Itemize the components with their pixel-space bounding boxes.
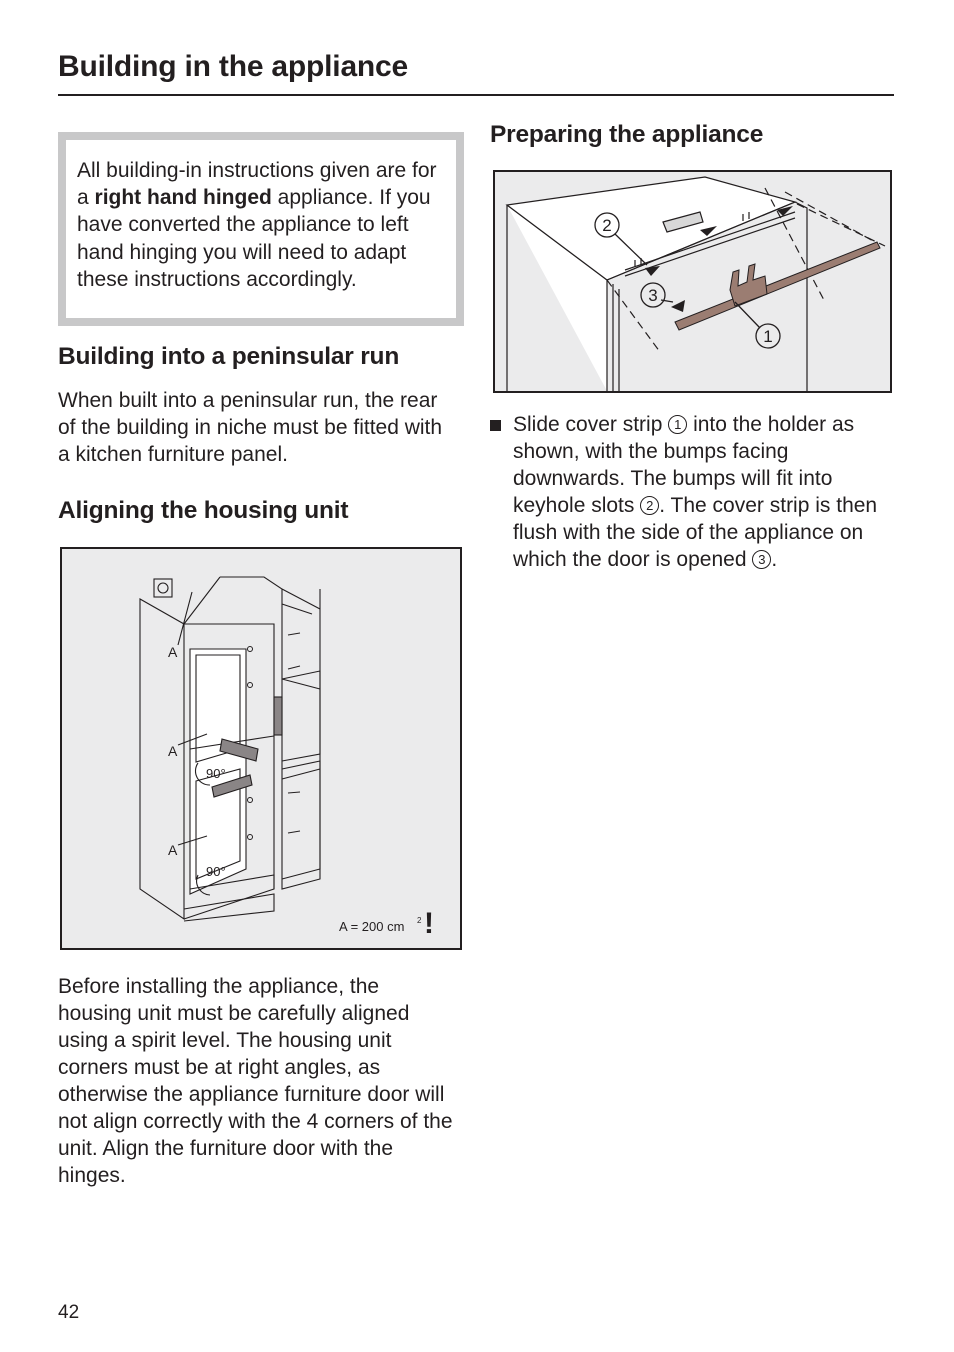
angle-label-lower: 90° <box>206 864 226 879</box>
heading-peninsular-run: Building into a peninsular run <box>58 343 400 370</box>
housing-unit-figure <box>60 547 462 950</box>
bullet-text-part: . The cover strip is then flush with the side of the appliance on which the door is opened <box>513 494 878 571</box>
bullet-text-part: . <box>771 548 778 571</box>
cover-strip-figure <box>493 170 892 393</box>
area-formula-sup: 2 <box>417 916 422 925</box>
bullet-text-part: Slide cover strip <box>513 413 669 436</box>
angle-label-upper: 90° <box>206 766 226 781</box>
bullet-text <box>513 411 893 573</box>
callout-1: 1 <box>763 327 773 346</box>
bullet-square-icon <box>490 420 501 431</box>
page-title: Building in the appliance <box>58 50 894 96</box>
circled-number-2: 2 <box>640 496 659 515</box>
note-text-start: All building-in instructions given are for a <box>77 159 437 210</box>
note-text <box>66 140 456 318</box>
circled-number-3: 3 <box>752 550 771 569</box>
circled-number-1: 1 <box>668 415 687 434</box>
bullet-text-part: into the holder as shown, with the bumps facing downwards. The bumps will fit into keyhole slots <box>513 413 855 517</box>
label-a-bottom: A <box>168 842 178 858</box>
callout-3: 3 <box>648 286 658 305</box>
area-formula: A = 200 cm <box>339 919 405 934</box>
note-text-end: appliance. If you have converted the appliance to left hand hinging you will need to adapt these instructions accordingly. <box>77 186 431 291</box>
cover-strip-diagram <box>495 172 890 391</box>
heading-preparing-appliance: Preparing the appliance <box>490 121 764 148</box>
note-text-bold: right hand hinged <box>94 186 272 210</box>
label-a-top: A <box>168 644 178 660</box>
housing-unit-diagram <box>62 549 460 948</box>
callout-2: 2 <box>602 216 612 235</box>
aligning-paragraph: Before installing the appliance, the housing unit must be carefully aligned using a spirit level. The housing unit corners must be at right angles, as otherwise the appliance furniture door will not align correctly with the 4 corners of the unit. Align the furniture door with the hinges. <box>58 975 453 1187</box>
label-a-middle: A <box>168 743 178 759</box>
note-box <box>58 132 464 326</box>
peninsular-paragraph: When built into a peninsular run, the rear of the building in niche must be fitted with a kitchen furniture panel. <box>58 389 443 466</box>
warning-mark: ! <box>424 907 434 940</box>
page-number: 42 <box>58 1302 80 1323</box>
heading-aligning-housing: Aligning the housing unit <box>58 497 349 524</box>
